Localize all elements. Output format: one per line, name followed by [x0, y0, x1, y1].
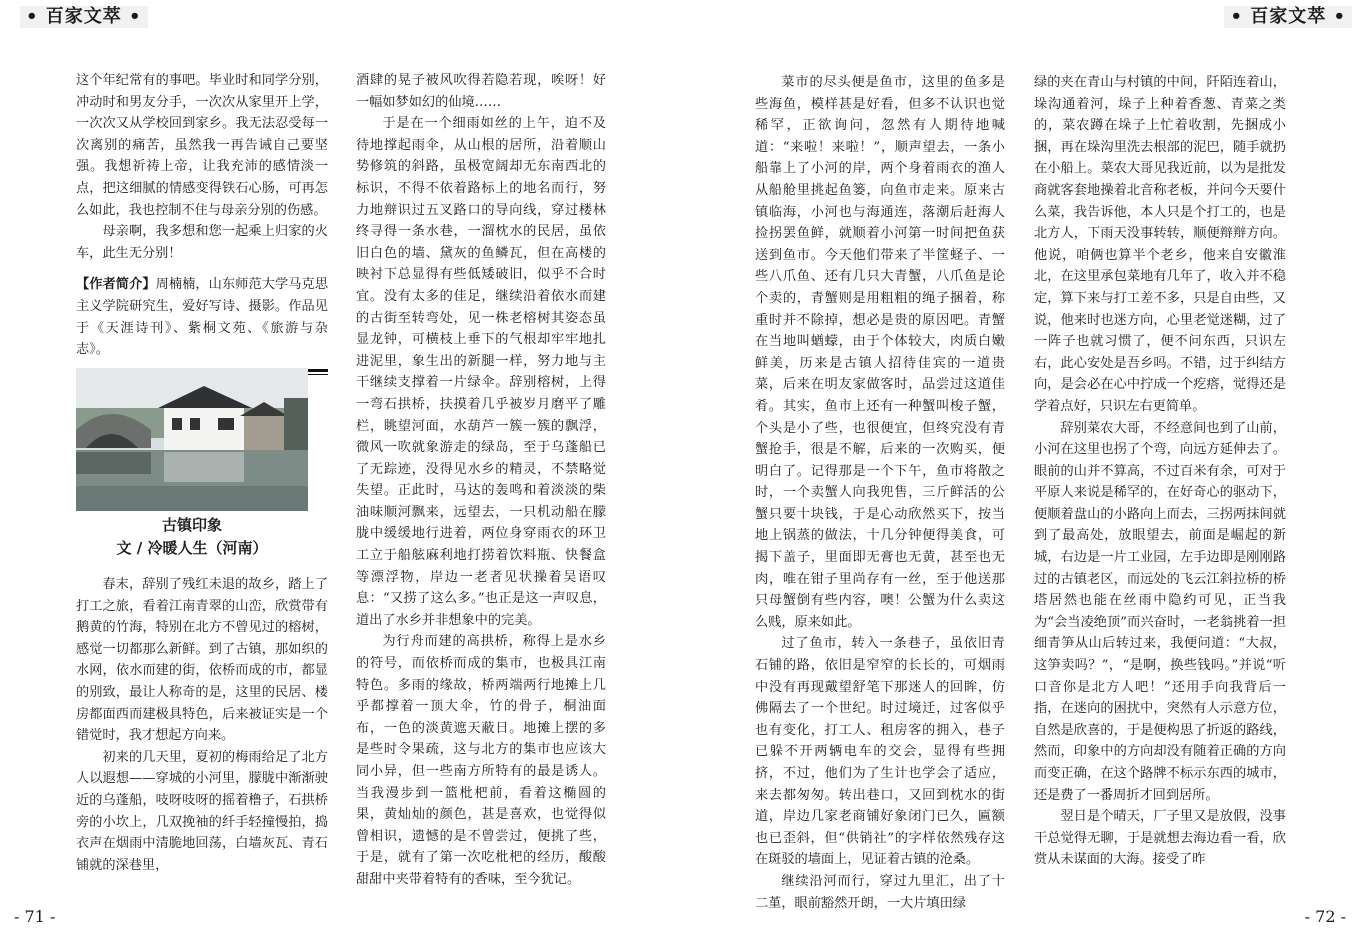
paragraph: 菜市的尽头便是鱼市，这里的鱼多是些海鱼，模样甚是好看，但多不认识也觉稀罕，正欲询问，忽然有人期待地喊道：“来啦！来啦！”，顺声望去，一条小船靠上了小河的岸，两个身着雨衣的渔人从船舱里挑起鱼篓，向鱼市走来。原来古镇临海，小河也与海通连，落潮后赶海人捡拐罢鱼鲜，就顺着小河第一时间把鱼获送到鱼市。今天他们带来了半筐蛏子、一些八爪鱼、还有几只大青蟹，八爪鱼是论个卖的，青蟹则是用粗粗的绳子捆着，称重时并不除掉，想必是贵的原因吧。青蟹在当地叫蝤蠓，由于个体较大，肉质白嫩鲜美，历来是古镇人招待佳宾的一道贵菜，后来在明友家做客时，品尝过这道佳肴。其实，鱼市上还有一种蟹叫梭子蟹，个头是小了些，也很便宜，但终究没有青蟹抢手，很是不解，后来的一次购买，便明白了。记得那是一个下午，鱼市将散之时，一个卖蟹人向我兜售，三斤鲜活的公蟹只要十块钱，于是心动欣然买下，按当地上锅蒸的做法，十几分钟便得美食，可揭下盖子，里面即无膏也无黄，甚至也无肉，唯在钳子里尚存有一丝，至于他送那只母蟹倒有些内容，噢！公蟹为什么卖这么贱，原来如此。 [755, 75, 1005, 630]
paragraph: 于是在一个细雨如丝的上午，迫不及待地撑起雨伞，从山根的居所，沿着顺山势修筑的斜路，虽极宽阔却无东南西北的标识，不得不依着路标上的地名而行，努力地辩识过五叉路口的导向线，穿过楼林终寻得一条水巷，一溜枕水的民居，虽依旧白色的墙、黛灰的鱼鳞瓦，但在高楼的映衬下总显得有些低矮破旧，似乎不合时宜。没有太多的佳足，继续沿着依水而建的古街至转弯处，见一株老榕树其姿态虽显龙钟，可横枝上垂下的气根却牢牢地扎进泥里，象生出的新腿一样，努力地与主干继续支撑着一片绿伞。辞别榕树，上得一弯石拱桥，扶摸着几乎被岁月磨平了雕栏，眺望河面，水葫芦一簇一簇的飘浮，微风一吹就象游走的绿岛，至于乌蓬船已了无踪迹，没得见水乡的精灵，不禁略觉失望。正此时，马达的轰鸣和着淡淡的柴油味顺河飘来，远望去，一只机动船在朦胧中缓缓地行进着，两位身穿雨衣的环卫工立于船舷麻利地打捞着饮料瓶、快餐盒等漂浮物，岸边一老者见状操着吴语叹息：“又捞了这么多。”也正是这一声叹息，道出了水乡并非想象中的完美。 [356, 116, 606, 628]
paragraph: 春末，辞别了残红未退的故乡，踏上了打工之旅，看着江南青翠的山峦，欣赏带有鹅黄的竹海，特别在北方不曾见过的榕树，感觉一切都那么新鲜。到了古镇，那如织的水网，依水而建的街，依桥而成的市，都显的别致，最让人称奇的是，这里的民居、楼房都面西而建极具特色，后来被证实是一个错觉时，我才想起方向来。 [76, 577, 328, 744]
paragraph: 初来的几天里，夏初的梅雨给足了北方人以遐想——穿城的小河里，朦胧中渐渐驶近的乌蓬船，吱呀吱呀的摇着橹子，石拱桥旁的小坎上，几双挽袖的纤手轻撞慢拍，捣衣声在烟雨中清脆地回荡，白墙灰瓦、青石铺就的深巷里， [76, 749, 328, 873]
section-header-left: • 百家文萃 • [20, 6, 148, 28]
section-header-right: • 百家文萃 • [1224, 6, 1352, 28]
paragraph: 过了鱼市，转入一条巷子，虽依旧青石铺的路，依旧是窄窄的长长的，可烟雨中没有再现戴望舒笔下那迷人的回眸，仿佛隔去了一个世纪。时过境迁，过客似乎也有变化，打工人、租房客的拥入，巷子已躲不开两辆电车的交会，显得有些拥挤，不过，他们为了生计也学会了适应，来去都匆匆。转出巷口，又回到枕水的街道，岸边几家老商铺好象闭门已久，匾额也已歪斜，但“供销社”的字样依然残存这在斑驳的墙面上，见证着古镇的沧桑。 [755, 636, 1005, 868]
page-number-right: - 72 - [1304, 907, 1346, 926]
article-author: 文 / 冷暖人生（河南） [116, 539, 268, 557]
author-bio [76, 274, 328, 360]
paragraph: 母亲啊，我多想和您一起乘上归家的火车，此生无分别！ [76, 224, 328, 261]
paragraph: 翌日是个晴天，厂子里又是放假，没事干总觉得无聊，于是就想去海边看一看，欣赏从未谋面的大海。接受了昨 [1034, 809, 1286, 868]
column-1-lower [76, 574, 328, 876]
column-1 [76, 70, 328, 375]
author-bio-text: 周楠楠，山东师范大学马克思主义学院研究生，爱好写诗、摄影。作品见于《天涯诗刊》、紫桐文苑、《旅游与杂志》。 [76, 277, 329, 358]
column-2 [356, 70, 606, 891]
page-number-left: - 71 - [14, 907, 56, 926]
paragraph: 酒肆的晃子被风吹得若隐若现，唉呀！好一幅如梦如幻的仙境…… [356, 73, 606, 110]
author-bio-label: 【作者简介】 [76, 277, 156, 293]
paragraph: 这个年纪常有的事吧。毕业时和同学分别，冲动时和男友分手，一次次从家里开上学，一次次又从学校回到家乡。我无法忍受每一次离别的痛苦，虽然我一再告诫自己要坚强。我想祈祷上帝，让我充沛的感情淡一点，把这细腻的情感变得铁石心肠，可再怎么如此，我也控制不住与母亲分别的伤感。 [76, 73, 328, 218]
paragraph: 辞别菜农大哥，不经意间也到了山前，小河在这里也拐了个弯，向远方延伸去了。眼前的山并不算高，不过百米有余，可对于平原人来说是稀罕的，在好奇心的驱动下，便顺着盘山的小路向上而去，三拐两抹间就到了最高处，放眼望去，前面是崛起的新城，右边是一片工业园，左手边即是刚刚路过的古镇老区，而远处的飞云江斜拉桥的桥塔居然也能在丝雨中隐约可见，正当我为“会当凌绝顶”而兴奋时，一老翁挑着一担细青笋从山后转过来，我便问道：“大叔，这笋卖吗？”，“是啊，换些钱吗。”并说“听口音你是北方人吧！”还用手向我背后一指，在迷向的困扰中，突然有人示意方位，自然是欣喜的，于是便构思了折返的路线，然而，印象中的方向却没有随着正确的方向而变正确，在这个路牌不标示东西的城市，还是费了一番周折才回到居所。 [1034, 420, 1286, 803]
article-title: 古镇印象 [161, 516, 222, 534]
paragraph: 继续沿河而行，穿过九里汇，出了十二堇，眼前豁然开朗，一大片填田绿 [755, 873, 1005, 911]
paragraph: 为行舟而建的高拱桥，称得上是水乡的符号，而依桥而成的集市，也极具江南特色。多雨的缘故，桥两端两行地摊上几乎都撑着一顶大伞，竹的骨子，桐油面布，一色的淡黄遮天蔽日。地摊上摆的多是些时令果疏，这与北方的集市也应该大同小异，但一些南方所特有的最是诱人。当我漫步到一篮枇杷前，看着这椭圆的果，黄灿灿的颜色，甚是喜欢，也觉得似曾相识，遗憾的是不曾尝过，便挑了些，于是，就有了第一次吃枇杷的经历，酸酸甜甜中夹带着特有的香味，至今犹记。 [356, 634, 606, 887]
column-3 [755, 72, 1005, 914]
canal-town-photo [76, 368, 308, 511]
column-4 [1034, 72, 1286, 871]
paragraph: 绿的夹在青山与村镇的中间，阡陌连着山，垛沟通着河，垛子上种着香葱、青菜之类的，菜农蹲在垛子上忙着收割，先捆成小捆，再在垛沟里洗去根部的泥巴，随手就扔在小船上。菜农大哥见我近前，以为是批发商就客套地操着北音称老板，并问今天要什么菜，我告诉他，本人只是个打工的，也是北方人，下雨天没事转转，顺便辩辩方向。他说，咱俩也算半个老乡，他来自安徽淮北，在这里承包菜地有几年了，收入并不稳定，算下来与打工差不多，只是自由些，又说，他来时也迷方向，心里老觉迷糊，过了一阵子也就习惯了，便不问东西，只识左右，此心安处是吾乡吗。不错，过于纠结方向，是会必在心中拧成一个疙瘩，觉得还是学着点好，只识左右更简单。 [1034, 75, 1286, 414]
